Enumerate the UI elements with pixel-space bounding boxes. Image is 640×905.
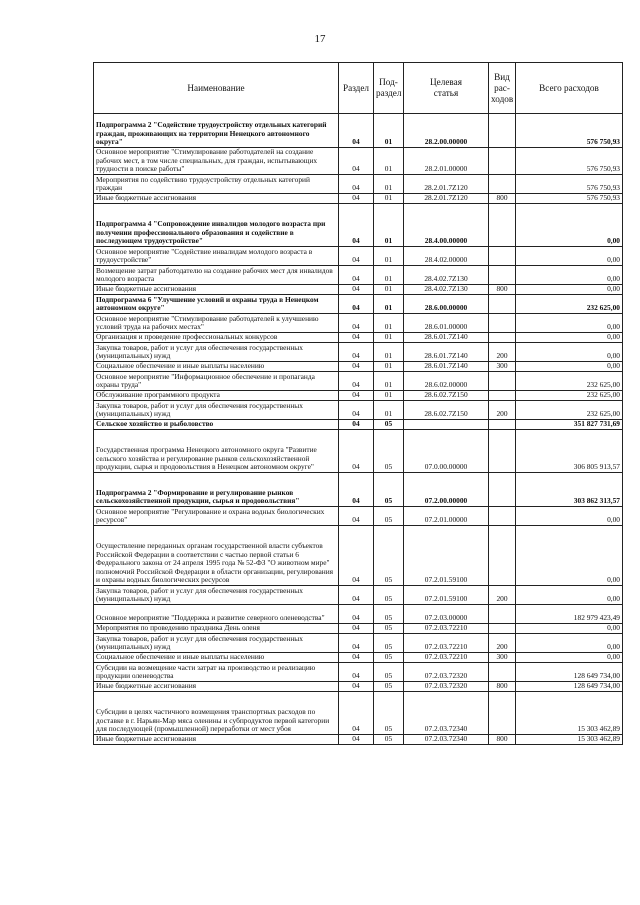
header-subsection: Под- раздел <box>374 63 404 114</box>
cell-name: Основное мероприятие "Регулирование и охрана водных биологических ресурсов" <box>94 507 339 526</box>
cell-subsection: 01 <box>374 343 404 362</box>
cell-type <box>489 526 516 586</box>
cell-subsection: 01 <box>374 266 404 285</box>
cell-target: 07.2.01.00000 <box>404 507 489 526</box>
cell-section: 04 <box>339 285 374 295</box>
cell-subsection: 05 <box>374 624 404 634</box>
cell-total: 0,00 <box>516 333 623 343</box>
cell-target: 28.6.02.7Z150 <box>404 401 489 420</box>
cell-section: 04 <box>339 634 374 653</box>
cell-section: 04 <box>339 194 374 204</box>
table-row <box>94 430 623 473</box>
cell-type <box>489 266 516 285</box>
cell-name: Возмещение затрат работодателю на создание рабочих мест для инвалидов молодого возраста <box>94 266 339 285</box>
table-row <box>94 624 623 634</box>
cell-name: Сельское хозяйство и рыболовство <box>94 420 339 430</box>
cell-name: Иные бюджетные ассигнования <box>94 735 339 745</box>
cell-name: Иные бюджетные ассигнования <box>94 682 339 692</box>
cell-section: 04 <box>339 682 374 692</box>
cell-name: Закупка товаров, работ и услуг для обеспечения государственных (муниципальных) нужд <box>94 634 339 653</box>
header-name: Наименование <box>94 63 339 114</box>
table-row <box>94 653 623 663</box>
cell-subsection: 01 <box>374 295 404 314</box>
cell-total: 182 979 423,49 <box>516 605 623 624</box>
table-row <box>94 362 623 372</box>
cell-section: 04 <box>339 653 374 663</box>
cell-section: 04 <box>339 148 374 175</box>
cell-name: Закупка товаров, работ и услуг для обеспечения государственных (муниципальных) нужд <box>94 586 339 605</box>
header-type: Вид рас- ходов <box>489 63 516 114</box>
cell-type <box>489 692 516 735</box>
cell-target: 28.2.01.7Z120 <box>404 194 489 204</box>
cell-target: 28.2.00.00000 <box>404 114 489 148</box>
cell-target: 07.2.03.72320 <box>404 682 489 692</box>
cell-target: 07.2.03.72320 <box>404 663 489 682</box>
cell-type: 800 <box>489 735 516 745</box>
cell-subsection: 05 <box>374 507 404 526</box>
cell-section: 04 <box>339 605 374 624</box>
cell-total: 232 625,00 <box>516 372 623 391</box>
cell-type: 300 <box>489 653 516 663</box>
cell-target: 28.6.01.7Z140 <box>404 362 489 372</box>
cell-target: 28.4.00.00000 <box>404 204 489 247</box>
cell-subsection: 05 <box>374 473 404 507</box>
cell-section: 04 <box>339 526 374 586</box>
table-row <box>94 605 623 624</box>
table-body <box>94 114 623 745</box>
cell-section: 04 <box>339 473 374 507</box>
cell-section: 04 <box>339 735 374 745</box>
cell-total: 232 625,00 <box>516 295 623 314</box>
cell-section: 04 <box>339 692 374 735</box>
cell-subsection: 01 <box>374 333 404 343</box>
cell-target: 28.6.01.00000 <box>404 314 489 333</box>
table-row <box>94 735 623 745</box>
cell-type <box>489 247 516 266</box>
cell-total: 0,00 <box>516 204 623 247</box>
cell-type <box>489 420 516 430</box>
cell-total: 0,00 <box>516 507 623 526</box>
cell-subsection: 01 <box>374 194 404 204</box>
cell-section: 04 <box>339 114 374 148</box>
cell-target: 07.2.03.72340 <box>404 735 489 745</box>
cell-type <box>489 372 516 391</box>
cell-total: 128 649 734,00 <box>516 663 623 682</box>
table-row <box>94 682 623 692</box>
cell-subsection: 01 <box>374 401 404 420</box>
table-row <box>94 333 623 343</box>
cell-subsection: 05 <box>374 735 404 745</box>
cell-target: 28.4.02.7Z130 <box>404 285 489 295</box>
cell-total: 0,00 <box>516 653 623 663</box>
table-row <box>94 314 623 333</box>
cell-total: 0,00 <box>516 624 623 634</box>
cell-section: 04 <box>339 507 374 526</box>
cell-total: 0,00 <box>516 362 623 372</box>
table-row <box>94 507 623 526</box>
cell-section: 04 <box>339 295 374 314</box>
cell-subsection: 05 <box>374 682 404 692</box>
cell-total: 351 827 731,69 <box>516 420 623 430</box>
cell-subsection: 05 <box>374 663 404 682</box>
cell-subsection: 01 <box>374 372 404 391</box>
cell-subsection: 05 <box>374 526 404 586</box>
cell-name: Субсидии на возмещение части затрат на производство и реализацию продукции оленеводства <box>94 663 339 682</box>
cell-type <box>489 663 516 682</box>
cell-name: Обслуживание программного продукта <box>94 391 339 401</box>
cell-name: Закупка товаров, работ и услуг для обеспечения государственных (муниципальных) нужд <box>94 401 339 420</box>
cell-section: 04 <box>339 314 374 333</box>
table-row <box>94 526 623 586</box>
cell-name: Подпрограмма 2 "Содействие трудоустройству отдельных категорий граждан, проживающих на территории Ненецкого автономного округа" <box>94 114 339 148</box>
cell-subsection: 01 <box>374 204 404 247</box>
cell-subsection: 05 <box>374 634 404 653</box>
header-section: Раздел <box>339 63 374 114</box>
table-row <box>94 175 623 194</box>
table-row <box>94 247 623 266</box>
cell-target: 28.4.02.00000 <box>404 247 489 266</box>
cell-type <box>489 333 516 343</box>
page-number: 17 <box>314 33 326 45</box>
cell-total: 306 805 913,57 <box>516 430 623 473</box>
cell-type: 200 <box>489 634 516 653</box>
cell-section: 04 <box>339 362 374 372</box>
table-row <box>94 266 623 285</box>
cell-type <box>489 314 516 333</box>
cell-target: 28.2.01.7Z120 <box>404 175 489 194</box>
cell-section: 04 <box>339 624 374 634</box>
cell-target: 07.2.03.72340 <box>404 692 489 735</box>
cell-name: Основное мероприятие "Информационное обеспечение и пропаганда охраны труда" <box>94 372 339 391</box>
cell-target: 07.2.01.59100 <box>404 586 489 605</box>
table-row <box>94 391 623 401</box>
cell-target: 28.6.01.7Z140 <box>404 333 489 343</box>
cell-target: 28.6.01.7Z140 <box>404 343 489 362</box>
cell-name: Подпрограмма 2 "Формирование и регулирование рынков сельскохозяйственной продукции, сырья и продовольствия" <box>94 473 339 507</box>
cell-target: 28.4.02.7Z130 <box>404 266 489 285</box>
cell-section: 04 <box>339 204 374 247</box>
cell-total: 0,00 <box>516 266 623 285</box>
cell-subsection: 01 <box>374 148 404 175</box>
cell-target: 28.6.02.00000 <box>404 372 489 391</box>
cell-name: Социальное обеспечение и иные выплаты населению <box>94 653 339 663</box>
cell-total: 15 303 462,89 <box>516 692 623 735</box>
cell-name: Социальное обеспечение и иные выплаты населению <box>94 362 339 372</box>
cell-total: 303 862 313,57 <box>516 473 623 507</box>
cell-name: Основное мероприятие "Поддержка и развитие северного оленеводства" <box>94 605 339 624</box>
cell-target: 07.0.00.00000 <box>404 430 489 473</box>
table-row <box>94 401 623 420</box>
cell-type <box>489 114 516 148</box>
cell-total: 576 750,93 <box>516 148 623 175</box>
cell-type <box>489 430 516 473</box>
cell-total: 576 750,93 <box>516 175 623 194</box>
cell-subsection: 05 <box>374 420 404 430</box>
header-total: Всего расходов <box>516 63 623 114</box>
cell-name: Основное мероприятие "Содействие инвалидам молодого возраста в трудоустройстве" <box>94 247 339 266</box>
cell-subsection: 05 <box>374 605 404 624</box>
cell-type <box>489 175 516 194</box>
cell-section: 04 <box>339 266 374 285</box>
cell-target: 07.2.01.59100 <box>404 526 489 586</box>
cell-name: Основное мероприятие "Стимулирование работодателей на создание рабочих мест, в том числе специальных, для граждан, испытывающих трудности в поиске работы" <box>94 148 339 175</box>
cell-total: 0,00 <box>516 526 623 586</box>
cell-total: 128 649 734,00 <box>516 682 623 692</box>
cell-name: Основное мероприятие "Стимулирование работодателей к улучшению условий труда на рабочих местах" <box>94 314 339 333</box>
cell-target: 07.2.03.72210 <box>404 624 489 634</box>
cell-subsection: 01 <box>374 175 404 194</box>
cell-total: 0,00 <box>516 634 623 653</box>
cell-type <box>489 624 516 634</box>
cell-type <box>489 148 516 175</box>
cell-type: 200 <box>489 401 516 420</box>
cell-total: 0,00 <box>516 314 623 333</box>
table-row <box>94 473 623 507</box>
cell-total: 576 750,93 <box>516 114 623 148</box>
cell-subsection: 01 <box>374 362 404 372</box>
cell-total: 0,00 <box>516 343 623 362</box>
table-row <box>94 586 623 605</box>
table-row <box>94 420 623 430</box>
cell-section: 04 <box>339 247 374 266</box>
cell-type: 300 <box>489 362 516 372</box>
cell-subsection: 05 <box>374 692 404 735</box>
cell-section: 04 <box>339 372 374 391</box>
table-row <box>94 204 623 247</box>
cell-section: 04 <box>339 175 374 194</box>
cell-name: Государственная программа Ненецкого автономного округа "Развитие сельского хозяйства и регулирование рынков сельскохозяйственной продукции, сырья и продовольствия в Ненецком автономном округе" <box>94 430 339 473</box>
cell-name: Иные бюджетные ассигнования <box>94 285 339 295</box>
cell-section: 04 <box>339 333 374 343</box>
cell-name: Субсидии в целях частичного возмещения транспортных расходов по доставке в г. Нарьян-Мар мяса оленины и субпродуктов первой категории для последующей (промышленной) переработки от мест убоя <box>94 692 339 735</box>
cell-subsection: 05 <box>374 586 404 605</box>
cell-section: 04 <box>339 586 374 605</box>
cell-subsection: 01 <box>374 391 404 401</box>
cell-name: Подпрограмма 4 "Сопровождение инвалидов молодого возраста при получении профессионального образования и содействие в последующем трудоустройстве" <box>94 204 339 247</box>
cell-subsection: 01 <box>374 114 404 148</box>
cell-section: 04 <box>339 430 374 473</box>
cell-total: 576 750,93 <box>516 194 623 204</box>
table-row <box>94 285 623 295</box>
cell-type <box>489 507 516 526</box>
cell-subsection: 05 <box>374 430 404 473</box>
cell-section: 04 <box>339 663 374 682</box>
table-row <box>94 148 623 175</box>
cell-section: 04 <box>339 420 374 430</box>
cell-total: 0,00 <box>516 285 623 295</box>
cell-target <box>404 420 489 430</box>
table-row <box>94 114 623 148</box>
cell-subsection: 01 <box>374 247 404 266</box>
cell-name: Мероприятия по проведению праздника День оленя <box>94 624 339 634</box>
cell-type <box>489 605 516 624</box>
table-header-row <box>94 63 623 114</box>
cell-total: 0,00 <box>516 586 623 605</box>
cell-target: 07.2.00.00000 <box>404 473 489 507</box>
cell-total: 232 625,00 <box>516 391 623 401</box>
cell-name: Мероприятия по содействию трудоустройству отдельных категорий граждан <box>94 175 339 194</box>
cell-target: 07.2.03.00000 <box>404 605 489 624</box>
cell-type: 800 <box>489 194 516 204</box>
cell-name: Закупка товаров, работ и услуг для обеспечения государственных (муниципальных) нужд <box>94 343 339 362</box>
cell-name: Иные бюджетные ассигнования <box>94 194 339 204</box>
cell-target: 28.6.02.7Z150 <box>404 391 489 401</box>
cell-subsection: 01 <box>374 285 404 295</box>
table-row <box>94 343 623 362</box>
cell-type <box>489 391 516 401</box>
cell-subsection: 01 <box>374 314 404 333</box>
cell-type <box>489 473 516 507</box>
table-row <box>94 692 623 735</box>
table-row <box>94 372 623 391</box>
cell-section: 04 <box>339 401 374 420</box>
cell-target: 28.6.00.00000 <box>404 295 489 314</box>
cell-type: 800 <box>489 285 516 295</box>
cell-total: 232 625,00 <box>516 401 623 420</box>
cell-target: 07.2.03.72210 <box>404 653 489 663</box>
cell-section: 04 <box>339 391 374 401</box>
cell-name: Осуществление переданных органам государственной власти субъектов Российской Федерации в соответствии с частью первой статьи 6 Федерального закона от 24 апреля 1995 года № 52-ФЗ "О животном мире" полномочий Российской Федерации в области организации, регулирования и охраны водных биологических ресурсов <box>94 526 339 586</box>
cell-target: 07.2.03.72210 <box>404 634 489 653</box>
table-row <box>94 295 623 314</box>
cell-name: Организация и проведение профессиональных конкурсов <box>94 333 339 343</box>
cell-total: 15 303 462,89 <box>516 735 623 745</box>
cell-type <box>489 204 516 247</box>
cell-type: 200 <box>489 343 516 362</box>
budget-table <box>93 62 623 745</box>
cell-subsection: 05 <box>374 653 404 663</box>
table-row <box>94 634 623 653</box>
cell-section: 04 <box>339 343 374 362</box>
table-row <box>94 663 623 682</box>
header-target: Целевая статья <box>404 63 489 114</box>
cell-type: 800 <box>489 682 516 692</box>
cell-type: 200 <box>489 586 516 605</box>
cell-total: 0,00 <box>516 247 623 266</box>
cell-name: Подпрограмма 6 "Улучшение условий и охраны труда в Ненецком автономном округе" <box>94 295 339 314</box>
cell-type <box>489 295 516 314</box>
cell-target: 28.2.01.00000 <box>404 148 489 175</box>
table-row <box>94 194 623 204</box>
